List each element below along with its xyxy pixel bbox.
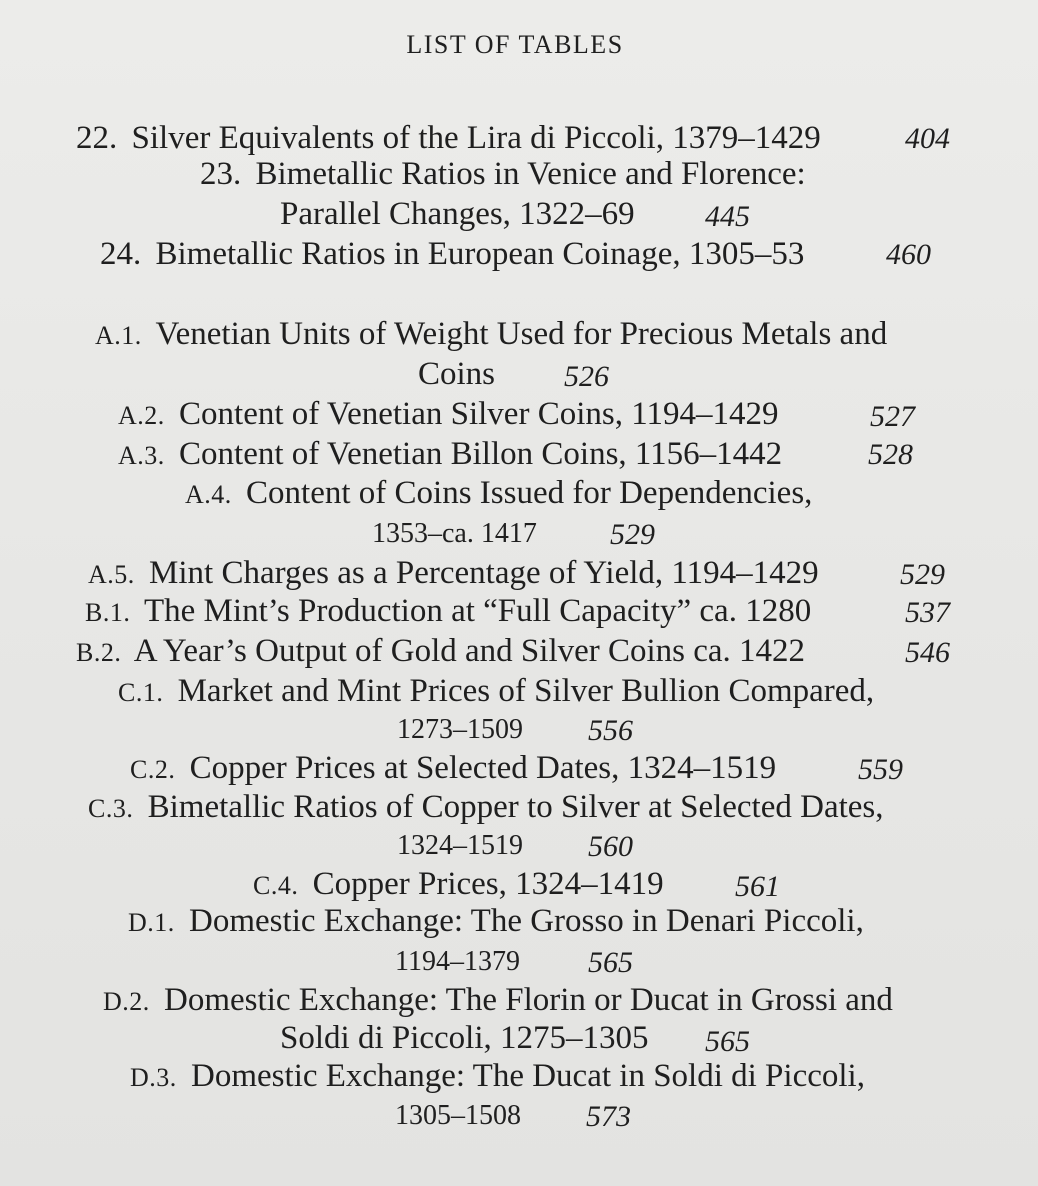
toc-entry-22 bbox=[76, 122, 821, 155]
toc-entry-c3 bbox=[88, 791, 884, 824]
table-title: Domestic Exchange: The Florin or Ducat in Grossi and bbox=[164, 982, 893, 1018]
page-number: 529 bbox=[900, 558, 945, 591]
table-title: Venetian Units of Weight Used for Precious Metals and bbox=[155, 316, 888, 352]
toc-entry-d1-continued bbox=[395, 948, 520, 976]
page-number: 527 bbox=[870, 400, 915, 433]
table-title: The Mint’s Production at “Full Capacity” ca. 1280 bbox=[144, 593, 812, 629]
table-number: A.3. bbox=[118, 441, 165, 470]
table-title-continued: Coins bbox=[418, 356, 496, 392]
page-number: 529 bbox=[610, 518, 655, 551]
table-number: C.1. bbox=[118, 678, 164, 707]
table-title: Bimetallic Ratios in European Coinage, 1305–53 bbox=[155, 236, 805, 272]
table-number: C.2. bbox=[130, 755, 176, 784]
table-title: Copper Prices at Selected Dates, 1324–1519 bbox=[189, 750, 777, 786]
page-number: 561 bbox=[735, 870, 780, 903]
page-number: 546 bbox=[905, 636, 950, 669]
table-title: Market and Mint Prices of Silver Bullion Compared, bbox=[177, 673, 875, 709]
table-title-continued: Soldi di Piccoli, 1275–1305 bbox=[280, 1020, 649, 1056]
table-number: A.4. bbox=[185, 480, 232, 509]
table-number: B.2. bbox=[76, 638, 122, 667]
toc-entry-a1 bbox=[95, 318, 887, 351]
toc-entry-a2 bbox=[118, 398, 779, 431]
table-number: 24. bbox=[100, 236, 142, 272]
table-number: D.3. bbox=[130, 1063, 177, 1092]
table-title: Content of Coins Issued for Dependencies, bbox=[246, 475, 813, 511]
toc-entry-a5 bbox=[88, 557, 819, 590]
toc-entry-23-continued bbox=[280, 198, 635, 231]
toc-entry-c3-continued bbox=[397, 832, 523, 860]
table-title: Content of Venetian Silver Coins, 1194–1429 bbox=[179, 396, 779, 432]
toc-entry-d3-continued bbox=[395, 1102, 521, 1130]
toc-entry-24 bbox=[100, 238, 804, 271]
page-number: 565 bbox=[705, 1025, 750, 1058]
table-title: Silver Equivalents of the Lira di Piccoli, 1379–1429 bbox=[131, 120, 821, 156]
page-header: LIST OF TABLES bbox=[406, 30, 624, 59]
table-title: Copper Prices, 1324–1419 bbox=[312, 866, 664, 902]
table-title-continued: 1305–1508 bbox=[395, 1100, 521, 1131]
page-number: 526 bbox=[564, 360, 609, 393]
page-number: 559 bbox=[858, 753, 903, 786]
table-number: 22. bbox=[76, 120, 118, 156]
toc-entry-c4 bbox=[253, 868, 664, 901]
table-number: C.4. bbox=[253, 871, 299, 900]
table-title: Bimetallic Ratios of Copper to Silver at Selected Dates, bbox=[147, 789, 884, 825]
page-number: 528 bbox=[868, 438, 913, 471]
toc-entry-23 bbox=[200, 158, 806, 191]
table-title: Domestic Exchange: The Ducat in Soldi di Piccoli, bbox=[191, 1058, 865, 1094]
table-number: C.3. bbox=[88, 794, 134, 823]
table-title-continued: 1324–1519 bbox=[397, 830, 523, 861]
table-number: A.5. bbox=[88, 560, 135, 589]
table-number: B.1. bbox=[85, 598, 131, 627]
toc-entry-c2 bbox=[130, 752, 776, 785]
table-title-continued: 1273–1509 bbox=[397, 714, 523, 745]
table-title: Bimetallic Ratios in Venice and Florence: bbox=[255, 156, 806, 192]
toc-entry-d2-continued bbox=[280, 1022, 649, 1055]
page-number: 537 bbox=[905, 596, 950, 629]
table-title: A Year’s Output of Gold and Silver Coins ca. 1422 bbox=[133, 633, 806, 669]
table-number: A.2. bbox=[118, 401, 165, 430]
page-number: 556 bbox=[588, 714, 633, 747]
toc-entry-a4 bbox=[185, 477, 812, 510]
table-number: D.1. bbox=[128, 908, 175, 937]
page-number: 404 bbox=[905, 122, 950, 155]
toc-entry-d2 bbox=[103, 984, 893, 1017]
table-number: D.2. bbox=[103, 987, 150, 1016]
page-number: 565 bbox=[588, 946, 633, 979]
page-number: 560 bbox=[588, 830, 633, 863]
toc-entry-d1 bbox=[128, 905, 864, 938]
table-number: A.1. bbox=[95, 321, 142, 350]
table-title-continued: 1353–ca. 1417 bbox=[372, 518, 537, 549]
table-title: Mint Charges as a Percentage of Yield, 1194–1429 bbox=[149, 555, 819, 591]
table-title: Content of Venetian Billon Coins, 1156–1442 bbox=[179, 436, 783, 472]
page-number: 460 bbox=[886, 238, 931, 271]
toc-entry-a3 bbox=[118, 438, 782, 471]
page-number: 573 bbox=[586, 1100, 631, 1133]
table-title-continued: Parallel Changes, 1322–69 bbox=[280, 196, 635, 232]
toc-entry-b1 bbox=[85, 595, 811, 628]
toc-entry-b2 bbox=[76, 635, 805, 668]
toc-entry-a4-continued bbox=[372, 520, 537, 548]
table-title-continued: 1194–1379 bbox=[395, 946, 520, 977]
toc-entry-c1-continued bbox=[397, 716, 523, 744]
table-number: 23. bbox=[200, 156, 242, 192]
toc-entry-c1 bbox=[118, 675, 874, 708]
table-title: Domestic Exchange: The Grosso in Denari Piccoli, bbox=[189, 903, 864, 939]
toc-entry-d3 bbox=[130, 1060, 865, 1093]
toc-entry-a1-continued bbox=[418, 358, 495, 391]
page-number: 445 bbox=[705, 200, 750, 233]
